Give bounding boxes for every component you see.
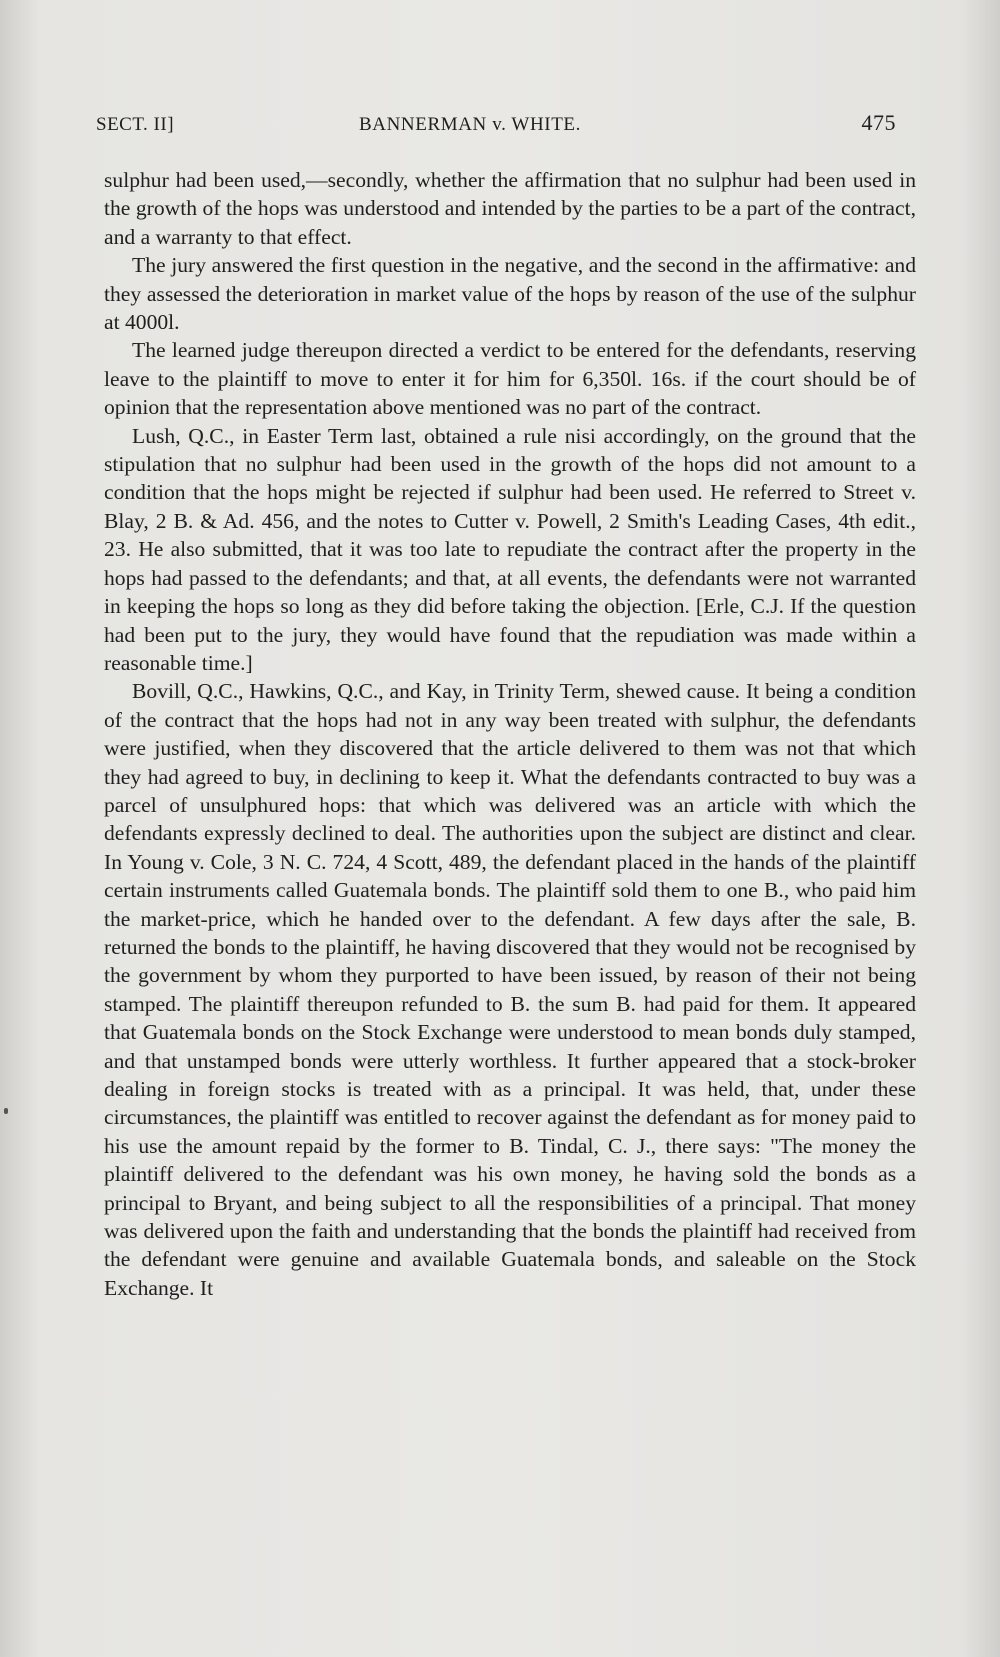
section-label: SECT. II] [96,114,175,135]
body-text [104,166,916,1302]
running-header [96,110,896,140]
case-title: BANNERMAN v. WHITE. [359,114,581,135]
paragraph-rule-nisi: Lush, Q.C., in Easter Term last, obtained a rule nisi accordingly, on the ground that the stipulation that no sulphur had been used in the growth of the hops did not amount to a condition that the hops might be rejected if sulphur had been used. He referred to Street v. Blay, 2 B. & Ad. 456, and the notes to Cutter v. Powell, 2 Smith's Leading Cases, 4th edit., 23. He also submitted, that it was too late to repudiate the contract after the property in the hops had passed to the defendants; and that, at all events, the defendants were not warranted in keeping the hops so long as they did before taking the objection. [Erle, C.J. If the question had been put to the jury, they would have found that the repudiation was made within a reasonable time.] [104,423,916,675]
paragraph-jury-answer: The jury answered the first question in the negative, and the second in the affirmative: and they assessed the deterioration in market value of the hops by reason of the use of the sulphur at 4000l. [104,253,916,335]
scan-speck [4,1108,8,1114]
paragraph-verdict: The learned judge thereupon directed a verdict to be entered for the defendants, reserving leave to the plaintiff to move to enter it for him for 6,350l. 16s. if the court should be of opinion that the representation above mentioned was no part of the contract. [104,338,916,420]
paragraph-continued: sulphur had been used,—secondly, whether the affirmation that no sulphur had been used in the growth of the hops was understood and intended by the parties to be a part of the contract, and a warranty to that effect. [104,168,916,249]
paragraph-shewed-cause: Bovill, Q.C., Hawkins, Q.C., and Kay, in Trinity Term, shewed cause. It being a condition of the contract that the hops had not in any way been treated with sulphur, the defendants were justified, when they discovered that the article delivered to them was not that which they had agreed to buy, in declining to keep it. What the defendants contracted to buy was a parcel of unsulphured hops: that which was delivered was an article with which the defendants expressly declined to deal. The authorities upon the subject are distinct and clear. In Young v. Cole, 3 N. C. 724, 4 Scott, 489, the defendant placed in the hands of the plaintiff certain instruments called Guatemala bonds. The plaintiff sold them to one B., who paid him the market-price, which he handed over to the defendant. A few days after the sale, B. returned the bonds to the plaintiff, he having discovered that they would not be recognised by the government by whom they purported to have been issued, by reason of their not being stamped. The plaintiff thereupon refunded to B. the sum B. had paid for them. It appeared that Guatemala bonds on the Stock Exchange were understood to mean bonds duly stamped, and that unstamped bonds were utterly worthless. It further appeared that a stock-broker dealing in foreign stocks is treated with as a principal. It was held, that, under these circumstances, the plaintiff was entitled to recover against the defendant as for money paid to his use the amount repaid by the former to B. Tindal, C. J., there says: "The money the plaintiff delivered to the defendant was his own money, he having sold the bonds as a principal to Bryant, and being subject to all the responsibilities of a principal. That money was delivered upon the faith and understanding that the bonds the plaintiff had received from the defendant were genuine and available Guatemala bonds, and saleable on the Stock Exchange. It [104,679,916,1300]
page-number: 475 [861,110,896,135]
